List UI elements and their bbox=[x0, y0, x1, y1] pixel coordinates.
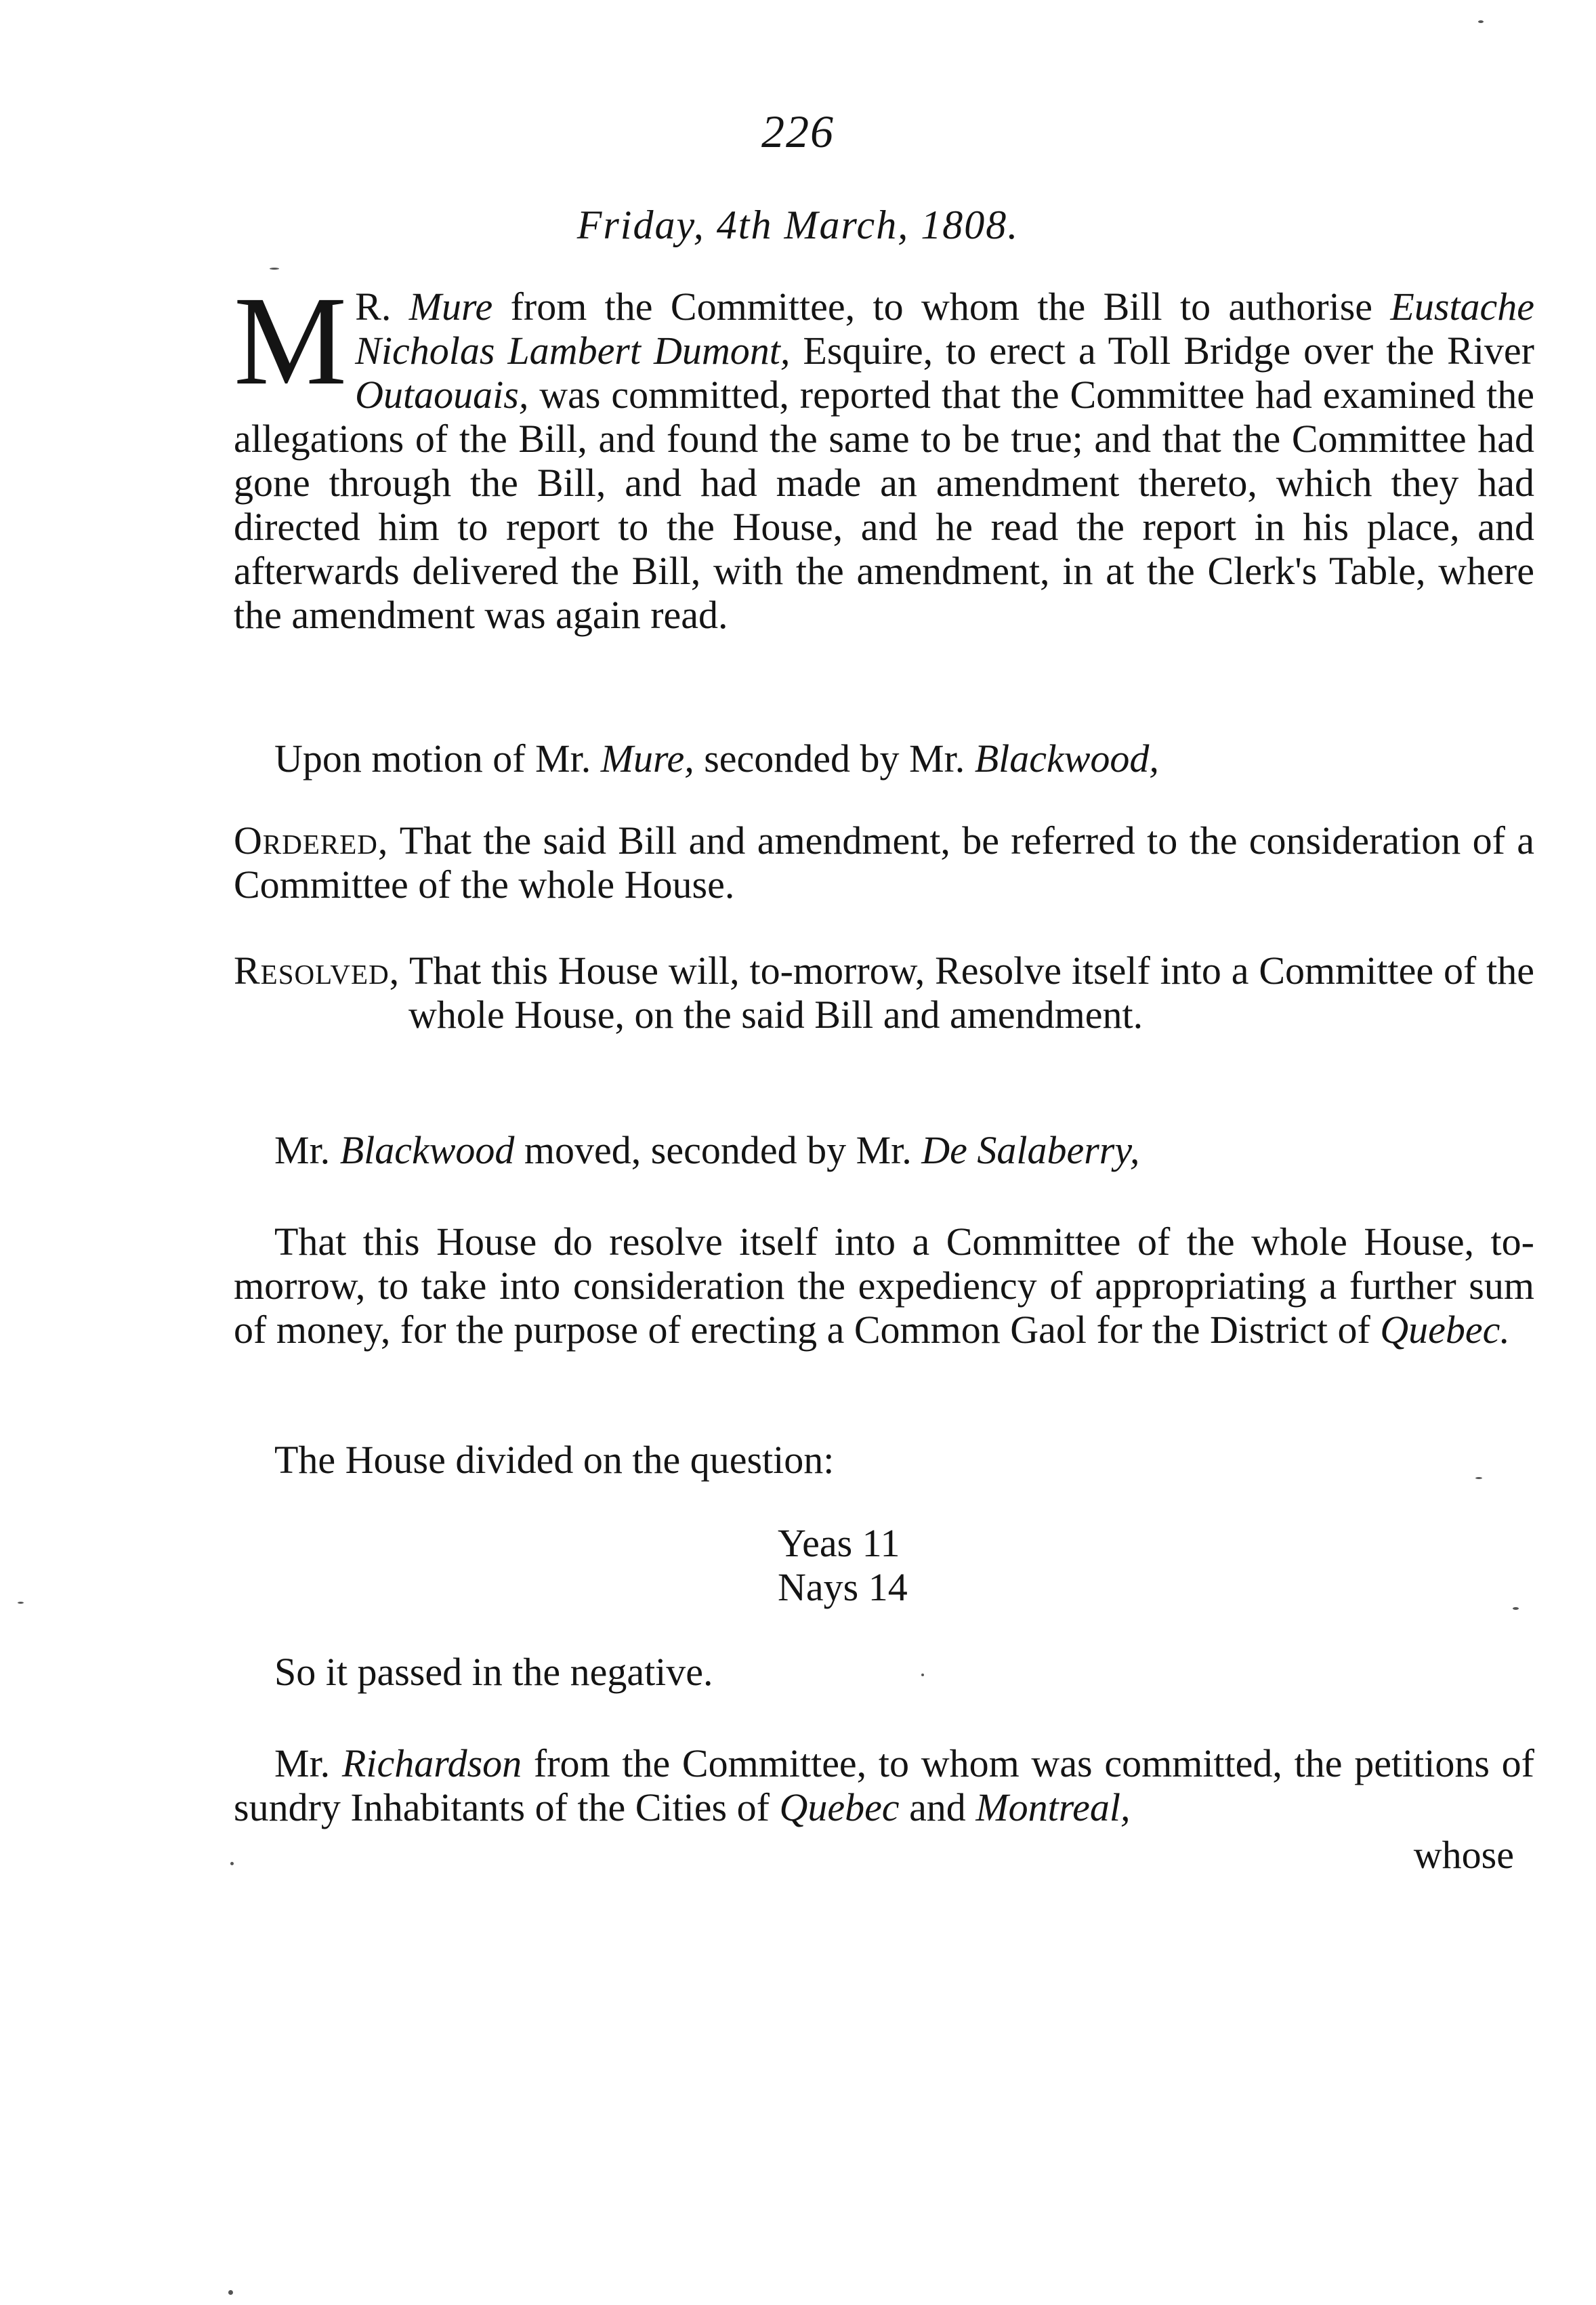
member-name: Blackwood, bbox=[974, 736, 1159, 781]
place-name: Quebec. bbox=[1380, 1308, 1510, 1352]
scan-speck bbox=[230, 1862, 234, 1865]
scan-speck bbox=[1475, 1477, 1482, 1479]
member-name: Blackwood bbox=[339, 1128, 515, 1172]
text-run: That this House do resolve itself into a Committee of the whole House, to-morrow, to take into consideration the expediency of appropriating a further sum of money, for the purpose of erecting a Common Gaol for the District of bbox=[234, 1220, 1534, 1352]
vote-tally bbox=[778, 1521, 908, 1609]
paragraph-gaol-motion bbox=[234, 1220, 1534, 1352]
text-run: from the Committee, to whom the Bill to authorise bbox=[492, 285, 1391, 329]
text-run: R. bbox=[355, 285, 409, 329]
date-heading: Friday, 4th March, 1808. bbox=[576, 203, 1020, 247]
page-number: 226 bbox=[761, 106, 835, 157]
text-run: That the said Bill and amendment, be referred to the consideration of a Committee of the whole House. bbox=[234, 818, 1534, 907]
place-name: Montreal, bbox=[975, 1785, 1131, 1829]
scan-speck bbox=[18, 1602, 24, 1604]
paragraph-resolved bbox=[234, 949, 1534, 1037]
paragraph-petitions bbox=[234, 1741, 1534, 1829]
nays-count: Nays 14 bbox=[778, 1565, 908, 1609]
text-run: That this House will, to-morrow, Resolve itself into a Committee of the whole House, on the said Bill and amendment. bbox=[400, 949, 1534, 1037]
member-name: Mure, bbox=[600, 736, 694, 781]
text-run: and bbox=[899, 1785, 976, 1829]
text-run: from the Committee, to whom was committed, the petitions of sundry Inhabitants of the Cities of bbox=[234, 1741, 1534, 1829]
place-name: Quebec bbox=[779, 1785, 900, 1829]
scan-speck bbox=[228, 2290, 233, 2295]
drop-cap: M bbox=[234, 270, 348, 411]
resolved-hanging-text bbox=[234, 949, 1534, 1037]
text-run: Upon motion of Mr. bbox=[274, 736, 601, 781]
paragraph-motion bbox=[234, 736, 1534, 781]
paragraph-committee-report bbox=[234, 270, 1535, 637]
text-run: Esquire, to erect a Toll Bridge over the River bbox=[790, 329, 1534, 373]
scan-speck bbox=[1478, 20, 1484, 23]
resolved-label: Resolved, bbox=[234, 949, 400, 993]
scan-speck bbox=[921, 1674, 924, 1676]
scan-speck bbox=[1513, 1607, 1519, 1610]
scan-speck bbox=[270, 268, 279, 270]
member-name: Richardson bbox=[341, 1741, 522, 1785]
paragraph-division: The House divided on the question: bbox=[274, 1438, 835, 1482]
text-run: moved, seconded by Mr. bbox=[514, 1128, 922, 1172]
paragraph-moved bbox=[234, 1128, 1534, 1172]
member-name: Mure bbox=[408, 285, 493, 329]
text-run: was committed, reported that the Committee had examined the allegations of the Bill, and found the same to be true; and that the Committee had gone through the Bill, and had made an amendment thereto, which they had directed him to report to the House, and he read the report in his place, and afterwards delivered the Bill, with the amendment, in at the Clerk's Table, where the amendment was again read. bbox=[234, 373, 1534, 637]
paragraph-result: So it passed in the negative. bbox=[274, 1650, 713, 1694]
person-name: Eustache Nicholas Lambert Dumont, bbox=[355, 285, 1535, 373]
text-run: Mr. bbox=[274, 1741, 342, 1785]
text-run: seconded by Mr. bbox=[694, 736, 975, 781]
member-name: De Salaberry, bbox=[921, 1128, 1140, 1172]
river-name: Outaouais, bbox=[355, 373, 529, 417]
ordered-label: Ordered, bbox=[234, 818, 389, 863]
catchword: whose bbox=[1413, 1833, 1514, 1877]
paragraph-ordered bbox=[234, 818, 1534, 907]
yeas-count: Yeas 11 bbox=[778, 1521, 900, 1565]
text-run: Mr. bbox=[274, 1128, 340, 1172]
